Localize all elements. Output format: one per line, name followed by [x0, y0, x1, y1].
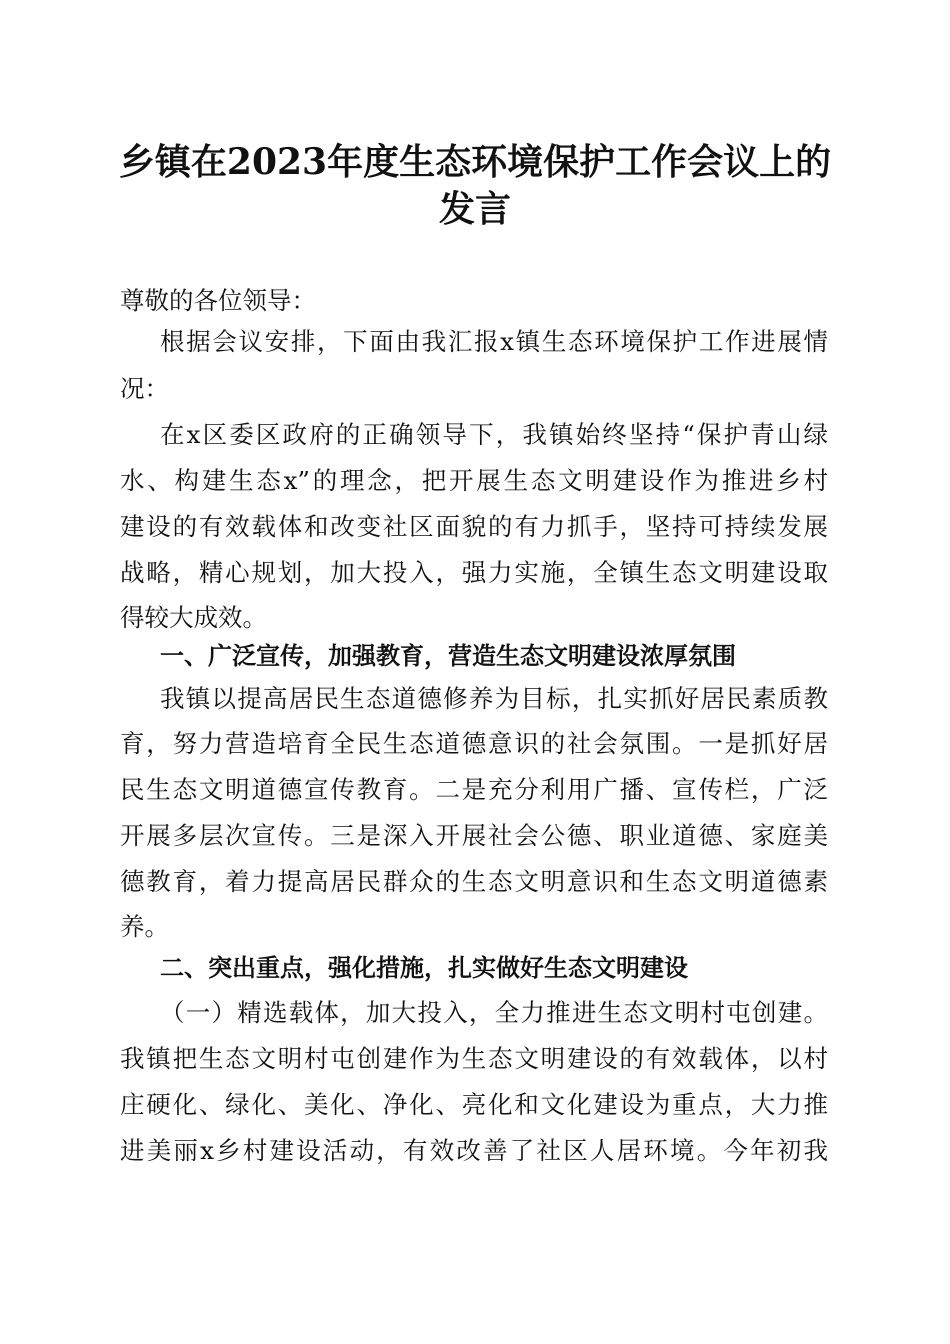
section-heading-2: 二、突出重点，强化措施，扎实做好生态文明建设 — [160, 954, 688, 982]
paragraph-line: 得较大成效。 — [120, 603, 267, 632]
paragraph-line: 庄硬化、绿化、美化、净化、亮化和文化建设为重点，大力推 — [120, 1090, 828, 1119]
document-title-line-1: 乡镇在2023年度生态环境保护工作会议上的 — [118, 141, 832, 183]
paragraph-line: 开展多层次宣传。三是深入开展社会公德、职业道德、家庭美 — [120, 821, 828, 850]
paragraph-line: 育，努力营造培育全民生态道德意识的社会氛围。一是抓好居 — [120, 729, 828, 758]
paragraph-line: 我镇把生态文明村屯创建作为生态文明建设的有效载体，以村 — [120, 1044, 828, 1073]
document-title-line-2: 发言 — [438, 188, 511, 230]
paragraph-line: 根据会议安排，下面由我汇报x镇生态环境保护工作进展情 — [160, 327, 828, 356]
paragraph-line: 德教育，着力提高居民群众的生态文明意识和生态文明道德素 — [120, 867, 828, 896]
paragraph-line: 养。 — [120, 912, 169, 941]
paragraph-line: 战略，精心规划，加大投入，强力实施，全镇生态文明建设取 — [120, 558, 828, 587]
paragraph-line: （一）精选载体，加大投入，全力推进生态文明村屯创建。 — [160, 998, 828, 1027]
paragraph-line: 民生态文明道德宣传教育。二是充分利用广播、宣传栏，广泛 — [120, 775, 828, 804]
paragraph-line: 在x区委区政府的正确领导下，我镇始终坚持“保护青山绿 — [160, 420, 828, 449]
salutation: 尊敬的各位领导： — [120, 286, 316, 315]
paragraph-line: 水、构建生态x”的理念，把开展生态文明建设作为推进乡村 — [120, 466, 828, 495]
section-heading-1: 一、广泛宣传，加强教育，营造生态文明建设浓厚氛围 — [160, 642, 736, 670]
paragraph-line: 况： — [120, 374, 169, 403]
paragraph-line: 我镇以提高居民生态道德修养为目标，扎实抓好居民素质教 — [160, 684, 828, 713]
paragraph-line: 进美丽x乡村建设活动，有效改善了社区人居环境。今年初我 — [120, 1136, 828, 1165]
paragraph-line: 建设的有效载体和改变社区面貌的有力抓手，坚持可持续发展 — [120, 512, 828, 541]
